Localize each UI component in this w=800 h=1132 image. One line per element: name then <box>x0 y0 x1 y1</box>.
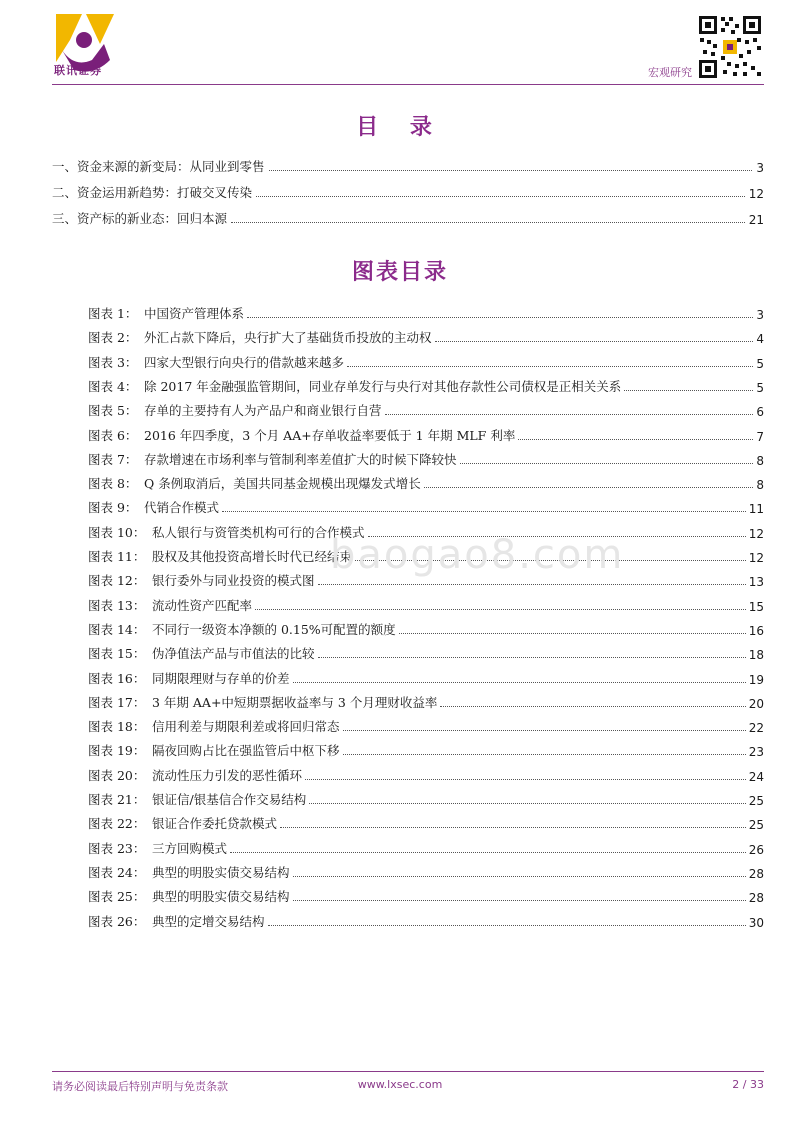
figure-item[interactable] <box>88 620 764 638</box>
toc-item[interactable] <box>52 209 764 227</box>
figure-item-page: 16 <box>748 623 764 638</box>
figure-item-label: 图表 6： <box>88 427 138 443</box>
figure-item-label: 图表 9： <box>88 500 138 516</box>
toc-leader-dots <box>269 170 753 171</box>
figure-item-page: 26 <box>748 842 764 857</box>
figure-item-label: 图表 26： <box>88 913 146 929</box>
figure-item-page: 15 <box>748 599 764 614</box>
figure-item[interactable] <box>88 450 764 468</box>
figure-item-page: 22 <box>748 721 764 736</box>
figure-item-name: 典型的明股实债交易结构 <box>152 864 290 880</box>
figure-leader-dots <box>440 706 745 707</box>
footer-page-number: 2 / 33 <box>732 1078 764 1091</box>
figure-item[interactable] <box>88 741 764 759</box>
figure-item-name: 银证合作委托贷款模式 <box>152 816 278 832</box>
figure-item-label: 图表 5： <box>88 403 138 419</box>
figure-leader-dots <box>280 827 746 828</box>
figure-leader-dots <box>424 487 754 488</box>
figure-item-page: 20 <box>748 696 764 711</box>
figure-item-name: 三方回购模式 <box>152 840 228 856</box>
figure-item-name: 私人银行与资管类机构可行的合作模式 <box>152 524 365 540</box>
figure-item-label: 图表 16： <box>88 670 146 686</box>
figure-leader-dots <box>293 682 746 683</box>
page-header <box>0 0 800 90</box>
figure-leader-dots <box>518 439 753 440</box>
footer-website[interactable]: www.lxsec.com <box>357 1078 443 1091</box>
figure-item-name: 典型的定增交易结构 <box>152 913 265 929</box>
figure-item-label: 图表 20： <box>88 767 146 783</box>
figure-item-label: 图表 21： <box>88 792 146 807</box>
figure-leader-dots <box>460 463 754 464</box>
figure-item-name: 代销合作模式 <box>144 500 220 516</box>
figure-item-name: 股权及其他投资高增长时代已经结束 <box>152 549 353 564</box>
figure-item-name: 信用利差与期限利差或将回归常态 <box>152 719 340 735</box>
toc-item-page: 12 <box>748 187 764 201</box>
figure-leader-dots <box>343 754 746 755</box>
figure-item-name: 存单的主要持有人为产品户和商业银行自营 <box>144 403 382 419</box>
toc-item-text: 三、资产标的新业态：回归本源 <box>52 211 228 226</box>
figure-item-name: 2016 年四季度，3 个月 AA+存单收益率要低于 1 年期 MLF 利率 <box>144 427 516 443</box>
toc-item-page: 3 <box>756 161 764 175</box>
figure-item-label: 图表 4： <box>88 378 138 394</box>
figure-item-page: 12 <box>748 526 764 541</box>
figure-item-label: 图表 25： <box>88 889 146 905</box>
figure-item[interactable] <box>88 377 764 395</box>
figure-leader-dots <box>305 779 746 780</box>
figure-item-page: 3 <box>756 308 764 322</box>
figure-item-label: 图表 10： <box>88 524 146 540</box>
figure-item-label: 图表 17： <box>88 694 146 710</box>
figure-item-label: 图表 8： <box>88 476 138 492</box>
figure-item-label: 图表 1： <box>88 306 138 321</box>
report-type: 宏观研究 <box>648 66 692 79</box>
toc-item-text: 二、资金运用新趋势：打破交叉传染 <box>52 185 253 200</box>
figure-item-page: 24 <box>748 769 764 784</box>
figure-leader-dots <box>293 900 746 901</box>
figure-item-page: 23 <box>748 745 764 760</box>
figure-item[interactable] <box>88 887 764 905</box>
figure-leader-dots <box>624 390 753 391</box>
figure-item[interactable] <box>88 426 764 444</box>
qr-code-icon <box>697 14 763 80</box>
figure-item-label: 图表 12： <box>88 573 146 589</box>
figure-item-page: 6 <box>756 405 764 420</box>
figure-item[interactable] <box>88 596 764 614</box>
toc-item[interactable] <box>52 183 764 201</box>
figure-item-name: 不同行一级资本净额的 0.15%可配置的额度 <box>152 621 396 637</box>
footer-disclaimer: 请务必阅读最后特别声明与免责条款 <box>52 1080 228 1093</box>
figure-item-name: 外汇占款下降后，央行扩大了基础货币投放的主动权 <box>144 330 432 346</box>
figure-item[interactable] <box>88 401 764 419</box>
figure-leader-dots <box>399 633 746 634</box>
figure-item-page: 8 <box>756 478 764 493</box>
figure-item-page: 7 <box>756 429 764 444</box>
figure-item-page: 28 <box>748 891 764 906</box>
figure-item-name: 同期限理财与存单的价差 <box>152 670 290 686</box>
figure-item-name: 银行委外与同业投资的模式图 <box>152 573 315 589</box>
figure-item-label: 图表 14： <box>88 621 146 637</box>
figure-item[interactable] <box>88 693 764 711</box>
figure-item-name: 3 年期 AA+中短期票据收益率与 3 个月理财收益率 <box>152 694 438 710</box>
figure-item-label: 图表 15： <box>88 646 146 662</box>
figure-leader-dots <box>385 414 754 415</box>
figure-item-page: 25 <box>748 818 764 833</box>
figure-item-page: 30 <box>748 915 764 930</box>
figure-leader-dots <box>309 803 746 804</box>
figure-item[interactable] <box>88 717 764 735</box>
figure-item-page: 5 <box>756 380 764 395</box>
figure-item-label: 图表 2： <box>88 330 138 346</box>
figure-item-page: 18 <box>748 648 764 663</box>
figure-item-name: 流动性资产匹配率 <box>152 597 253 613</box>
figure-item[interactable] <box>88 790 764 808</box>
figure-item[interactable] <box>88 304 764 322</box>
figure-item[interactable] <box>88 766 764 784</box>
figure-item-page: 4 <box>756 332 764 347</box>
figure-leader-dots <box>268 925 746 926</box>
figure-leader-dots <box>230 852 746 853</box>
watermark: baogao8.com <box>330 532 625 578</box>
figure-leader-dots <box>293 876 746 877</box>
figure-item-label: 图表 22： <box>88 816 146 832</box>
figure-item-name: 银证信/银基信合作交易结构 <box>152 792 307 807</box>
figure-item[interactable] <box>88 839 764 857</box>
toc-title: 目 录 <box>356 114 444 140</box>
figure-item-page: 19 <box>748 672 764 687</box>
figure-item-page: 5 <box>756 356 764 371</box>
toc-item-page: 21 <box>748 213 764 227</box>
toc-leader-dots <box>256 196 745 197</box>
figure-item-name: 存款增速在市场利率与管制利率差值扩大的时候下降较快 <box>144 451 457 467</box>
figure-item[interactable] <box>88 498 764 516</box>
figure-leader-dots <box>222 511 746 512</box>
figure-leader-dots <box>318 584 746 585</box>
figure-item[interactable] <box>88 328 764 346</box>
figure-item-name: 伪净值法产品与市值法的比较 <box>152 646 315 662</box>
footer-divider <box>52 1071 764 1072</box>
figure-item-label: 图表 19： <box>88 743 146 759</box>
figure-item-name: 中国资产管理体系 <box>144 306 245 321</box>
header-divider <box>52 84 764 85</box>
figure-item-label: 图表 3： <box>88 354 138 370</box>
figure-item[interactable] <box>88 863 764 881</box>
figure-item-name: Q 条例取消后，美国共同基金规模出现爆发式增长 <box>144 476 421 492</box>
logo-text: 联讯证券 <box>54 64 102 77</box>
figure-item-name: 典型的明股实债交易结构 <box>152 889 290 905</box>
figure-item-name: 流动性压力引发的恶性循环 <box>152 767 303 783</box>
figure-item-name: 除 2017 年金融强监管期间，同业存单发行与央行对其他存款性公司债权是正相关关系 <box>144 378 622 394</box>
figure-item[interactable] <box>88 912 764 930</box>
toc-item[interactable] <box>52 157 764 175</box>
figure-item[interactable] <box>88 814 764 832</box>
toc-item-text: 一、资金来源的新变局：从同业到零售 <box>52 159 265 174</box>
figure-item-label: 图表 18： <box>88 719 146 735</box>
figure-item[interactable] <box>88 353 764 371</box>
figure-item[interactable] <box>88 669 764 687</box>
figures-title: 图表目录 <box>351 259 448 285</box>
figure-item-page: 25 <box>748 794 764 808</box>
figure-leader-dots <box>255 609 746 610</box>
figure-item-label: 图表 24： <box>88 864 146 880</box>
figure-item-label: 图表 13： <box>88 597 146 613</box>
toc-leader-dots <box>231 222 745 223</box>
figure-item-label: 图表 23： <box>88 840 146 856</box>
figure-leader-dots <box>247 317 753 318</box>
figure-item-page: 8 <box>756 453 764 468</box>
figure-item-label: 图表 7： <box>88 451 138 467</box>
figure-item-name: 隔夜回购占比在强监管后中枢下移 <box>152 743 340 759</box>
figure-item-page: 11 <box>748 502 764 517</box>
figure-item[interactable] <box>88 644 764 662</box>
figure-item-page: 13 <box>748 575 764 590</box>
figure-item-page: 28 <box>748 866 764 881</box>
figure-item-label: 图表 11： <box>88 549 146 564</box>
figure-leader-dots <box>343 730 746 731</box>
figure-leader-dots <box>435 341 754 342</box>
figure-item-page: 12 <box>748 551 764 565</box>
figure-leader-dots <box>347 366 753 367</box>
figure-item[interactable] <box>88 474 764 492</box>
figure-leader-dots <box>318 657 746 658</box>
figure-item-name: 四家大型银行向央行的借款越来越多 <box>144 354 345 370</box>
